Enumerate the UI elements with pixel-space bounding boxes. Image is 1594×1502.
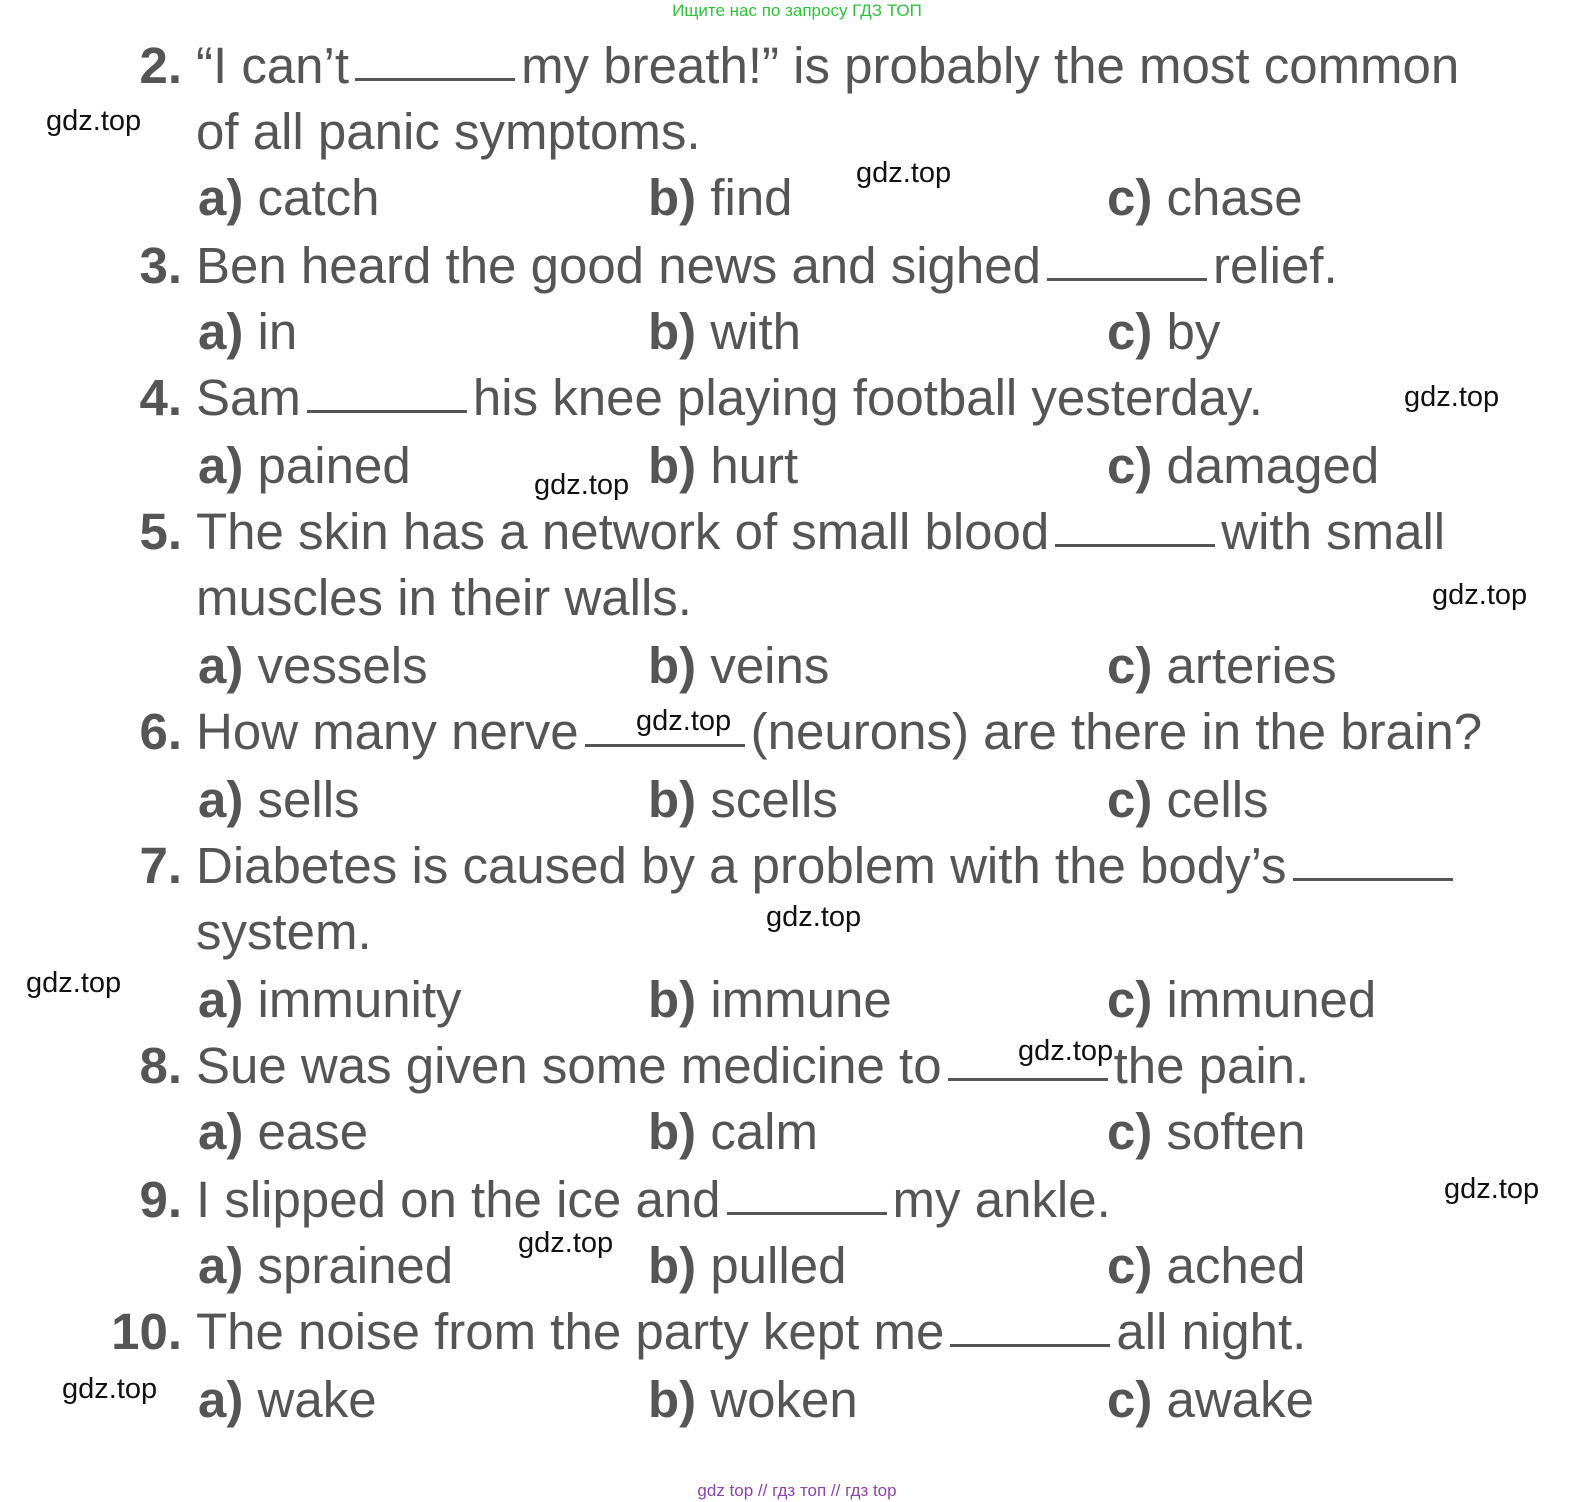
header-note: Ищите нас по запросу ГДЗ ТОП <box>672 1 922 20</box>
question-number: 3. <box>139 237 182 294</box>
watermark: gdz.top <box>1018 1035 1114 1067</box>
option-c[interactable] <box>1107 770 1269 830</box>
option-a[interactable] <box>198 1236 453 1296</box>
option-b[interactable] <box>648 1370 858 1430</box>
option-b[interactable] <box>648 1236 846 1296</box>
option-text: hurt <box>710 437 799 494</box>
question-text-after: my breath!” is probably the most common <box>521 37 1460 94</box>
option-text: in <box>257 303 298 360</box>
question-text <box>196 368 1263 428</box>
question-number: 2. <box>139 37 182 94</box>
option-text: by <box>1166 303 1221 360</box>
answer-blank <box>307 410 467 413</box>
option-b[interactable] <box>648 168 793 228</box>
watermark: gdz.top <box>534 469 630 501</box>
question-text <box>196 836 1459 896</box>
option-text: ached <box>1166 1237 1306 1294</box>
question-text-continued: of all panic symptoms. <box>196 103 701 160</box>
option-letter: c) <box>1107 1103 1153 1160</box>
option-text: vessels <box>257 637 428 694</box>
question-text-after: his knee playing football yesterday. <box>472 369 1263 426</box>
question-text-after: relief. <box>1213 237 1338 294</box>
option-letter: b) <box>648 1371 697 1428</box>
question-number: 6. <box>139 703 182 760</box>
option-text: immune <box>710 971 892 1028</box>
option-c[interactable] <box>1107 1370 1314 1430</box>
watermark: gdz.top <box>62 1373 158 1405</box>
question-text <box>196 1302 1306 1362</box>
question-number: 8. <box>139 1037 182 1094</box>
option-letter: a) <box>198 1371 244 1428</box>
option-text: find <box>710 169 793 226</box>
question-text-after: with small <box>1221 503 1446 560</box>
answer-blank <box>948 1078 1108 1081</box>
option-letter: a) <box>198 771 244 828</box>
option-letter: c) <box>1107 169 1153 226</box>
question-text-before: Ben heard the good news and sighed <box>196 237 1041 294</box>
option-c[interactable] <box>1107 302 1220 362</box>
option-letter: c) <box>1107 971 1153 1028</box>
option-text: woken <box>710 1371 858 1428</box>
option-a[interactable] <box>198 436 411 496</box>
option-text: arteries <box>1166 637 1337 694</box>
option-text: awake <box>1166 1371 1314 1428</box>
option-letter: b) <box>648 1237 697 1294</box>
question-text <box>196 1170 1111 1230</box>
question-text-continued: system. <box>196 903 372 960</box>
option-text: immuned <box>1166 971 1377 1028</box>
answer-blank <box>1055 544 1215 547</box>
watermark: gdz.top <box>1404 381 1500 413</box>
question-text <box>196 236 1338 296</box>
question-text-before: “I can’t <box>196 37 350 94</box>
option-text: calm <box>710 1103 818 1160</box>
question-text <box>196 502 1445 562</box>
option-text: cells <box>1166 771 1269 828</box>
option-a[interactable] <box>198 970 462 1030</box>
option-c[interactable] <box>1107 436 1379 496</box>
answer-blank <box>355 78 515 81</box>
option-letter: b) <box>648 303 697 360</box>
option-text: scells <box>710 771 838 828</box>
option-letter: a) <box>198 1103 244 1160</box>
question-number: 10. <box>111 1303 182 1360</box>
question-text <box>196 1036 1309 1096</box>
question-text-before: The skin has a network of small blood <box>196 503 1050 560</box>
option-text: immunity <box>257 971 462 1028</box>
question-text <box>196 36 1459 96</box>
question-number: 7. <box>139 837 182 894</box>
option-text: with <box>710 303 802 360</box>
footer-note: gdz top // гдз топ // гдз top <box>697 1481 897 1500</box>
option-text: soften <box>1166 1103 1306 1160</box>
question-number: 5. <box>139 503 182 560</box>
option-text: wake <box>257 1371 377 1428</box>
watermark: gdz.top <box>26 967 122 999</box>
option-letter: b) <box>648 1103 697 1160</box>
option-b[interactable] <box>648 1102 818 1162</box>
option-text: chase <box>1166 169 1303 226</box>
option-letter: a) <box>198 303 244 360</box>
option-a[interactable] <box>198 1370 377 1430</box>
option-letter: b) <box>648 971 697 1028</box>
option-c[interactable] <box>1107 168 1303 228</box>
watermark: gdz.top <box>518 1227 614 1259</box>
question-text-before: Diabetes is caused by a problem with the body’s <box>196 837 1287 894</box>
watermark: gdz.top <box>1444 1173 1540 1205</box>
option-text: ease <box>257 1103 369 1160</box>
option-letter: a) <box>198 637 244 694</box>
option-b[interactable] <box>648 970 892 1030</box>
option-c[interactable] <box>1107 970 1376 1030</box>
option-letter: b) <box>648 771 697 828</box>
question-text-after: the pain. <box>1113 1037 1310 1094</box>
question-text-before: Sue was given some medicine to <box>196 1037 942 1094</box>
option-letter: b) <box>648 637 697 694</box>
answer-blank <box>1047 278 1207 281</box>
option-b[interactable] <box>648 770 838 830</box>
option-letter: c) <box>1107 1237 1153 1294</box>
option-letter: a) <box>198 437 244 494</box>
answer-blank <box>727 1212 887 1215</box>
option-letter: a) <box>198 1237 244 1294</box>
option-letter: b) <box>648 169 697 226</box>
question-text-continued: muscles in their walls. <box>196 569 692 626</box>
question-text-after: my ankle. <box>892 1171 1111 1228</box>
answer-blank <box>1293 878 1453 881</box>
option-text: veins <box>710 637 830 694</box>
question-text <box>196 702 1482 762</box>
option-a[interactable] <box>198 168 379 228</box>
answer-blank <box>950 1344 1110 1347</box>
question-text-before: Sam <box>196 369 301 426</box>
question-number: 9. <box>139 1171 182 1228</box>
option-b[interactable] <box>648 436 798 496</box>
option-c[interactable] <box>1107 1102 1305 1162</box>
option-letter: a) <box>198 971 244 1028</box>
option-letter: c) <box>1107 303 1153 360</box>
option-letter: c) <box>1107 637 1153 694</box>
option-text: sprained <box>257 1237 454 1294</box>
option-a[interactable] <box>198 302 297 362</box>
option-letter: c) <box>1107 1371 1153 1428</box>
option-a[interactable] <box>198 636 428 696</box>
watermark: gdz.top <box>46 105 142 137</box>
question-text-before: I slipped on the ice and <box>196 1171 721 1228</box>
option-a[interactable] <box>198 1102 368 1162</box>
question-text-after: all night. <box>1116 1303 1307 1360</box>
option-letter: a) <box>198 169 244 226</box>
option-b[interactable] <box>648 302 801 362</box>
watermark: gdz.top <box>1432 579 1528 611</box>
option-c[interactable] <box>1107 1236 1306 1296</box>
option-text: damaged <box>1166 437 1380 494</box>
option-text: pulled <box>710 1237 847 1294</box>
watermark: gdz.top <box>766 901 862 933</box>
option-text: sells <box>257 771 360 828</box>
question-text-after: (neurons) are there in the brain? <box>750 703 1483 760</box>
option-text: pained <box>257 437 411 494</box>
watermark: gdz.top <box>636 705 732 737</box>
question-number: 4. <box>139 369 182 426</box>
option-a[interactable] <box>198 770 360 830</box>
option-c[interactable] <box>1107 636 1337 696</box>
option-text: catch <box>257 169 380 226</box>
question-text-before: The noise from the party kept me <box>196 1303 945 1360</box>
option-letter: b) <box>648 437 697 494</box>
answer-blank <box>585 744 745 747</box>
question-text-before: How many nerve <box>196 703 579 760</box>
option-letter: c) <box>1107 771 1153 828</box>
option-letter: c) <box>1107 437 1153 494</box>
watermark: gdz.top <box>856 157 952 189</box>
option-b[interactable] <box>648 636 829 696</box>
